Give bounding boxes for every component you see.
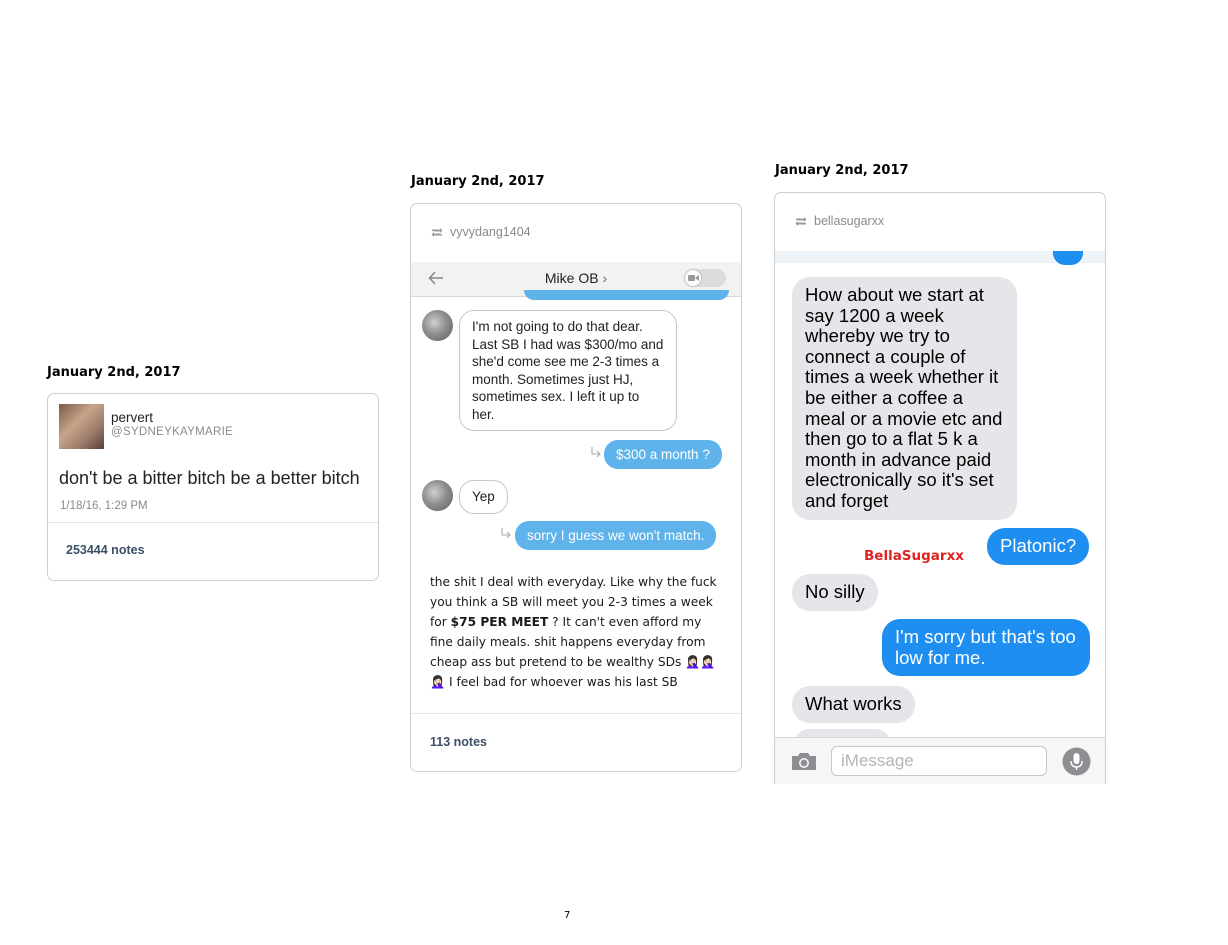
reblog-icon	[430, 227, 444, 238]
card1-date: January 2nd, 2017	[47, 365, 181, 380]
message-bubble-sent: I'm sorry but that's too low for me.	[882, 619, 1090, 676]
seen-icon	[590, 445, 602, 457]
imessage-screenshot	[775, 251, 1105, 784]
microphone-icon[interactable]	[1062, 747, 1091, 776]
message-bubble-received: Yep	[459, 480, 508, 514]
notes-label: 253444 notes	[66, 543, 145, 557]
notes-label: 113 notes	[430, 735, 487, 749]
tweet-timestamp: 1/18/16, 1:29 PM	[60, 500, 148, 512]
reblog-username: vyvydang1404	[450, 225, 531, 239]
caption-bold: $75 PER MEET	[450, 615, 549, 629]
watermark: BellaSugarxx	[864, 548, 964, 564]
avatar[interactable]	[59, 404, 104, 449]
chat-screenshot	[411, 262, 741, 556]
message-bubble-received: How about we start at say 1200 a week whereby we try to connect a couple of times a week whether it be either a coffee a meal or a movie etc and then go to a flat 5 k a month in advance paid electronically so it's set and forget	[792, 277, 1017, 520]
contact-avatar	[422, 310, 453, 341]
message-input[interactable]	[831, 746, 1047, 776]
tweet-text: don't be a bitter bitch be a better bitch	[59, 468, 360, 488]
message-bubble-sent: sorry I guess we won't match.	[515, 521, 716, 550]
message-bubble-received: No silly	[792, 574, 878, 611]
reblog-icon	[794, 216, 808, 227]
message-input-placeholder: iMessage	[841, 751, 914, 770]
message-bubble-sent: Platonic?	[987, 528, 1089, 565]
reblog-username: bellasugarxx	[814, 214, 885, 228]
message-bubble-received: I'm not going to do that dear. Last SB I had was $300/mo and she'd come see me 2-3 times a month. Sometimes just HJ, sometimes sex. I left it up to her.	[459, 310, 677, 431]
seen-icon	[500, 526, 512, 538]
post-caption	[430, 572, 726, 692]
tweet-card	[47, 393, 379, 581]
video-toggle[interactable]	[684, 269, 726, 287]
contact-name-label: Mike OB	[544, 270, 599, 286]
chevron-right-icon: ›	[602, 270, 608, 286]
post-card	[410, 203, 742, 772]
message-bubble-received: What works	[792, 686, 915, 723]
imessage-card	[774, 192, 1106, 784]
reblog-header[interactable]	[430, 225, 531, 239]
display-name[interactable]: pervert	[111, 410, 154, 425]
caption-text-end: ? It can't even afford my fine daily meals. shit happens everyday from cheap ass but pretend to be wealthy SDs 🤦🏻‍♀️🤦🏻‍♀️🤦🏻‍♀️ I feel bad for whoever was his last SB	[430, 615, 716, 689]
camera-icon[interactable]	[790, 751, 818, 772]
contact-avatar	[422, 480, 453, 511]
message-bubble-sent: $300 a month ?	[604, 440, 722, 469]
input-bar	[775, 737, 1105, 784]
reblog-header[interactable]	[794, 214, 884, 228]
page-number: 7	[564, 910, 571, 921]
notes-count[interactable]	[48, 522, 378, 580]
handle: @SYDNEYKAYMARIE	[111, 426, 234, 438]
notes-count[interactable]	[411, 713, 741, 771]
video-camera-icon	[688, 274, 699, 282]
card2-date: January 2nd, 2017	[411, 174, 545, 189]
previous-bubble-edge	[524, 290, 729, 300]
caption-text: the shit I deal with everyday. Like why the fuck you think a SB will meet you 2-3 times a week for	[430, 575, 717, 629]
card3-date: January 2nd, 2017	[775, 163, 909, 178]
